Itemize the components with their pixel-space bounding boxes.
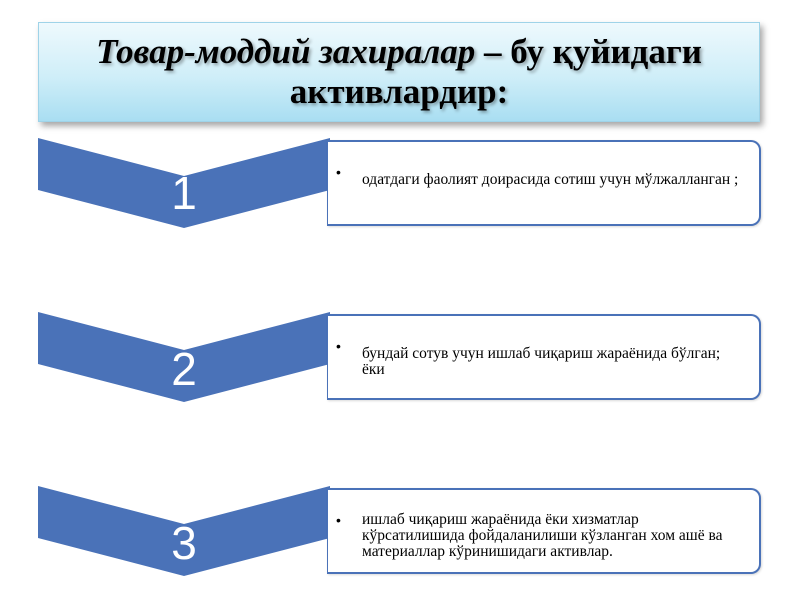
item-number-3: 3 xyxy=(171,517,197,569)
item-number-2: 2 xyxy=(171,343,197,395)
bullet-2: • xyxy=(336,338,341,354)
item-text-2: бундай сотув учун ишлаб чиқариш жараёнида бўлган; ёки xyxy=(362,345,721,378)
title-italic-part: Товар-моддий захиралар xyxy=(96,32,476,71)
title-banner xyxy=(38,22,760,122)
chevron-2 xyxy=(38,312,330,404)
bullet-3: • xyxy=(336,512,341,528)
chevron-1 xyxy=(38,138,330,230)
item-box-2 xyxy=(327,314,761,400)
chevron-3 xyxy=(38,486,330,578)
item-text-1: одатдаги фаолият доирасида сотиш учун мўлжалланган ; xyxy=(362,171,739,188)
slide-title xyxy=(39,32,759,112)
item-number-1: 1 xyxy=(171,167,197,219)
bullet-1: • xyxy=(336,164,341,180)
title-rest-part: – бу қуйидаги активлардир: xyxy=(289,32,702,111)
item-text-3: ишлаб чиқариш жараёнида ёки хизматлар кўрсатилишида фойдаланилиши кўзланган хом ашё ва материаллар кўринишидаги активлар. xyxy=(362,511,723,560)
item-box-3 xyxy=(327,488,761,574)
item-box-1 xyxy=(327,140,761,226)
